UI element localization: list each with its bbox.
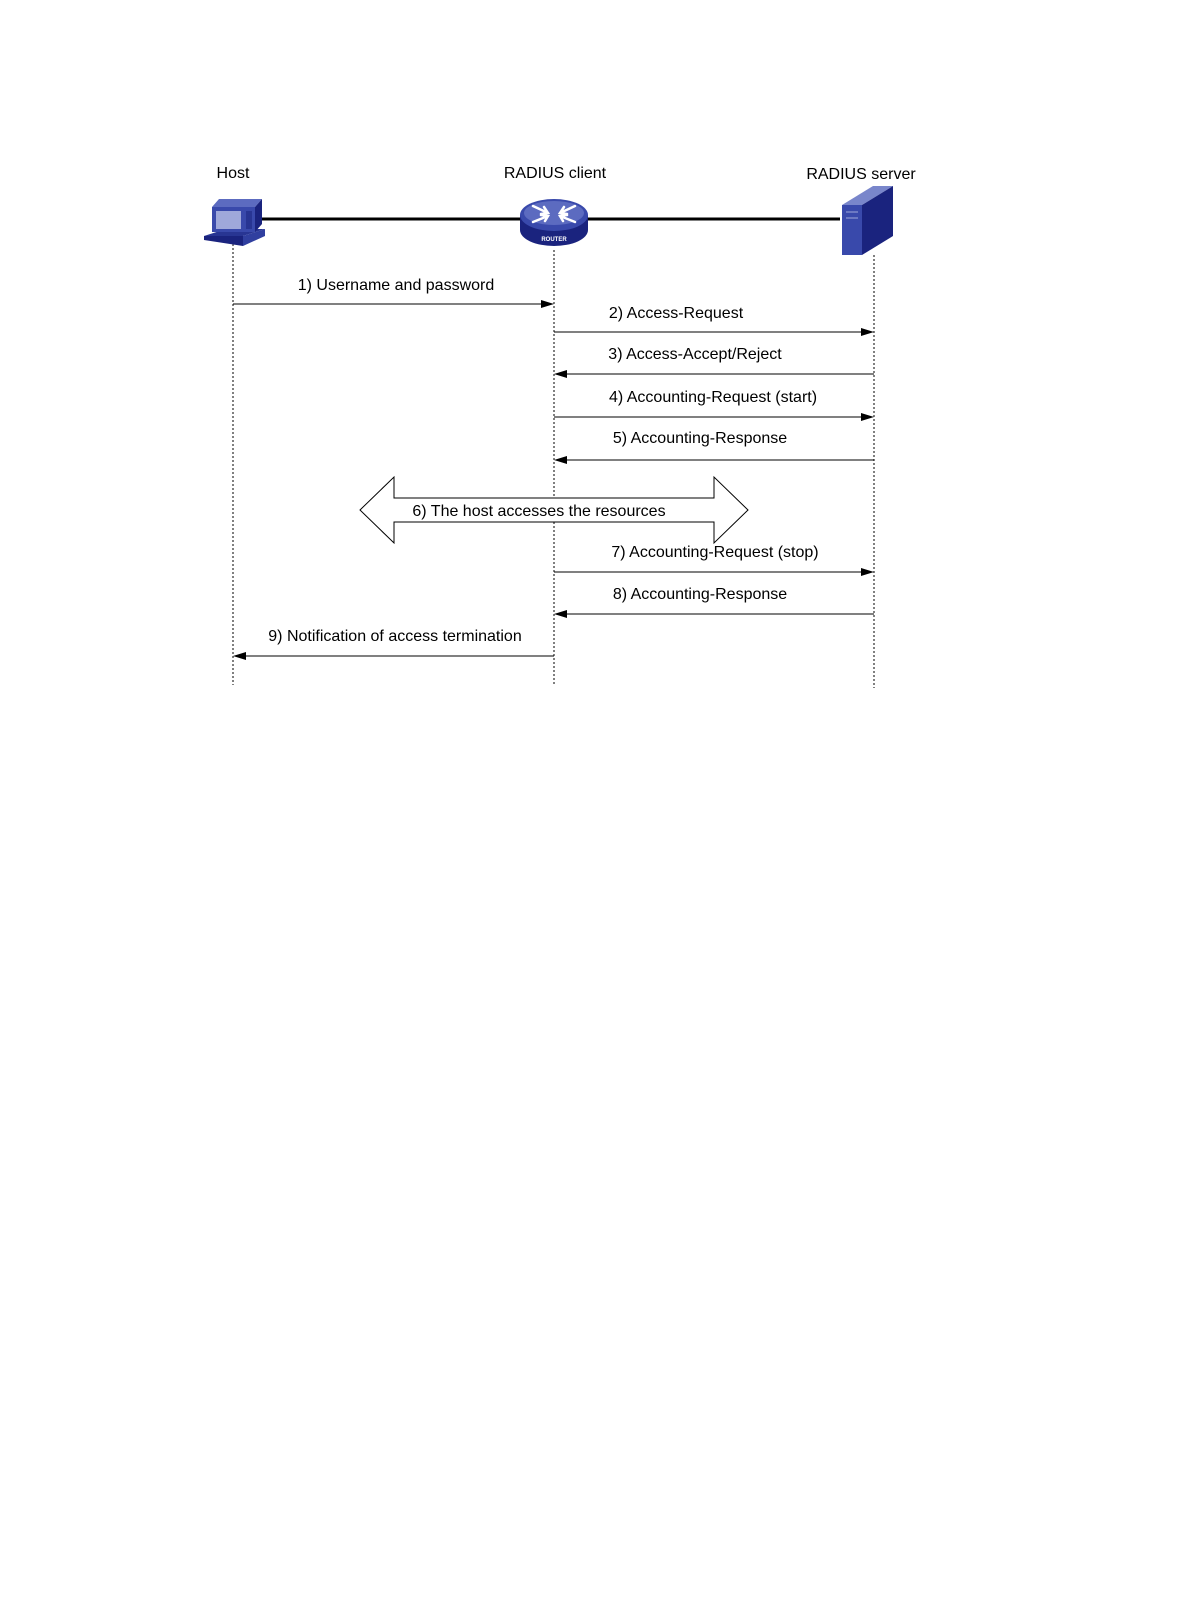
arrowhead [554, 456, 567, 464]
router-icon [520, 199, 588, 246]
message-9 [233, 628, 554, 660]
message-label: 1) Username and password [297, 277, 495, 294]
message-label: 4) Accounting-Request (start) [608, 389, 818, 406]
arrowhead [861, 413, 874, 421]
message-2 [554, 305, 874, 336]
message-7 [554, 544, 874, 576]
radius-client-label: RADIUS client [503, 165, 607, 182]
message-label: 2) Access-Request [608, 305, 744, 322]
arrowhead [554, 370, 567, 378]
message-label: 6) The host accesses the resources [412, 503, 666, 520]
message-1 [233, 277, 554, 308]
server-icon [842, 186, 893, 255]
message-label: 8) Accounting-Response [612, 586, 788, 603]
message-label: 3) Access-Accept/Reject [608, 346, 782, 363]
message-label: 5) Accounting-Response [612, 430, 788, 447]
message-5 [554, 430, 874, 464]
host-label: Host [216, 165, 250, 182]
message-3 [554, 346, 874, 378]
router-badge: ROUTER [541, 237, 567, 243]
arrowhead [233, 652, 246, 660]
message-label: 7) Accounting-Request (stop) [611, 544, 819, 561]
arrowhead [861, 328, 874, 336]
arrowhead [861, 568, 874, 576]
message-4 [554, 389, 874, 421]
message-8 [554, 586, 874, 618]
arrowhead [554, 610, 567, 618]
computer-icon [204, 199, 265, 246]
radius-server-label: RADIUS server [806, 166, 916, 183]
arrowhead [541, 300, 554, 308]
message-label: 9) Notification of access termination [268, 628, 522, 645]
